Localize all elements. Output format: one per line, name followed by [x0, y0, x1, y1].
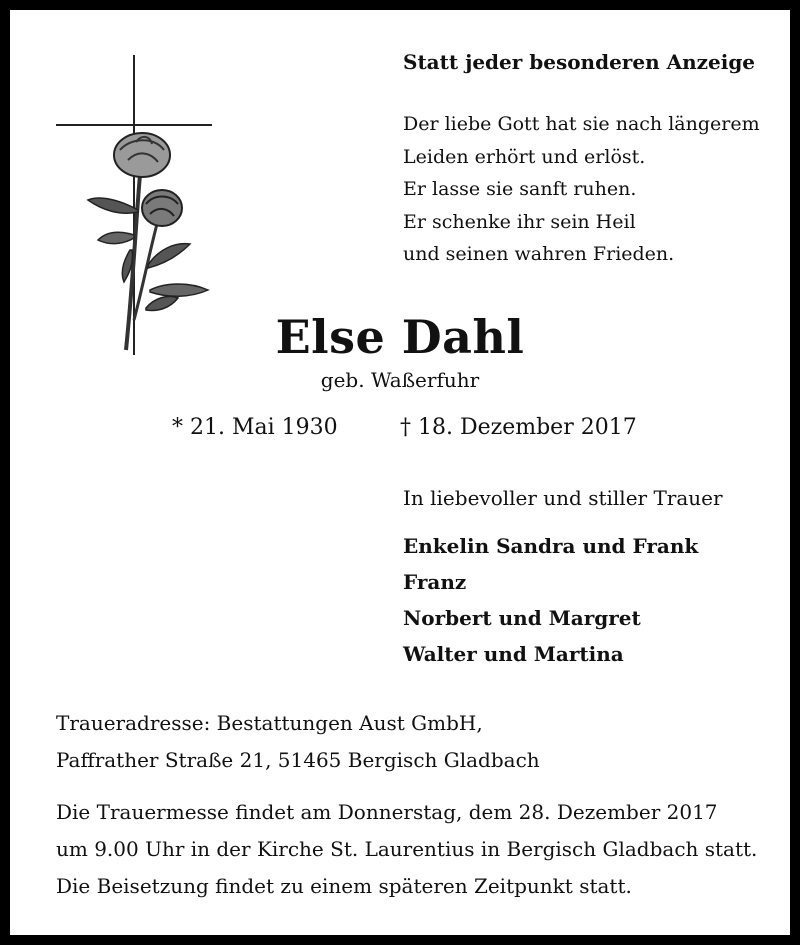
poem-line: Der liebe Gott hat sie nach längerem	[403, 113, 760, 135]
death-date: † 18. Dezember 2017	[400, 415, 637, 440]
poem-line: Er schenke ihr sein Heil	[403, 210, 636, 233]
address-line: Traueradresse: Bestattungen Aust GmbH,	[56, 711, 483, 735]
deceased-name: Else Dahl	[275, 310, 525, 364]
mourner-name: Norbert und Margret	[403, 606, 641, 630]
mourning-address	[56, 705, 540, 779]
mourner-name: Walter und Martina	[403, 642, 624, 666]
notice-heading: Statt jeder besonderen Anzeige	[403, 50, 756, 74]
service-line: Die Beisetzung findet zu einem späteren Zeitpunkt statt.	[56, 874, 632, 898]
mourning-intro: In liebevoller und stiller Trauer	[403, 486, 723, 510]
address-line: Paffrather Straße 21, 51465 Bergisch Gladbach	[56, 748, 540, 772]
poem-line: und seinen wahren Frieden.	[403, 243, 675, 265]
maiden-name: geb. Waßerfuhr	[320, 368, 480, 392]
poem-line: Er lasse sie sanft ruhen.	[403, 178, 637, 200]
service-info	[56, 794, 757, 905]
mourners-list	[403, 528, 698, 672]
obituary-notice	[10, 10, 790, 935]
birth-date: * 21. Mai 1930	[172, 415, 338, 440]
service-line: um 9.00 Uhr in der Kirche St. Laurentius in Bergisch Gladbach statt.	[56, 837, 758, 861]
mourner-name: Enkelin Sandra und Frank	[403, 534, 699, 558]
mourner-name: Franz	[403, 570, 467, 594]
poem-line: Leiden erhört und erlöst.	[403, 145, 646, 168]
service-line: Die Trauermesse findet am Donnerstag, dem 28. Dezember 2017	[56, 800, 718, 824]
poem	[403, 108, 760, 271]
